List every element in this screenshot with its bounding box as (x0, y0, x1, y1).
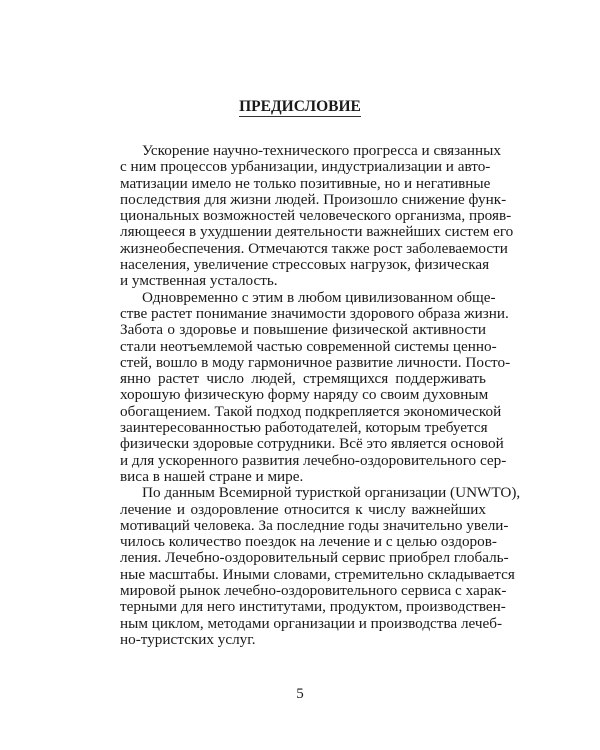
text-line: обогащением. Такой подход подкрепляется экономической (120, 402, 502, 420)
page-number: 5 (296, 686, 304, 702)
text-line: жизнеобеспечения. Отмечаются также рост заболеваемости (120, 239, 508, 257)
text-line: чилось количество поездок на лечение и с целью оздоров- (120, 533, 497, 551)
title-text: ПРЕДИСЛОВИЕ (239, 98, 361, 115)
text-line: и для ускоренного развития лечебно-оздоровительного сер- (120, 451, 507, 469)
text-line: стали неотъемлемой частью современной системы ценно- (120, 337, 497, 355)
text-line: мотиваций человека. За последние годы значительно увели- (120, 516, 509, 534)
text-line: физически здоровые сотрудники. Всё это является основой (120, 435, 504, 453)
paragraph (120, 142, 514, 290)
text-line: Одновременно с этим в любом цивилизованном обще- (142, 288, 496, 306)
paragraph (120, 288, 511, 486)
text-line: матизации имело не только позитивные, но и негативные (120, 174, 491, 192)
text-line: населения, увеличение стрессовых нагрузок, физическая (120, 256, 490, 274)
text-line: последствия для жизни людей. Произошло снижение функ- (120, 190, 507, 208)
text-line: ления. Лечебно-оздоровительный сервис приобрел глобаль- (120, 549, 509, 567)
text-line: стей, вошло в моду гармоничное развитие личности. Посто- (120, 353, 511, 371)
text-line: и умственная усталость. (120, 272, 278, 290)
text-line: терными для него институтами, продуктом, производствен- (120, 598, 506, 616)
text-line: заинтересованностью работодателей, которым требуется (120, 419, 488, 437)
body-text (120, 142, 521, 648)
text-line: ные масштабы. Иными словами, стремительно складывается (120, 565, 515, 583)
paragraph (120, 484, 521, 648)
text-line: с ним процессов урбанизации, индустриализации и авто- (120, 158, 491, 176)
text-line: ляющееся в ухудшении деятельности важнейших систем его (120, 223, 514, 241)
text-line: мировой рынок лечебно-оздоровительного сервиса с харак- (120, 582, 507, 600)
text-line: янно растет число людей, стремящихся поддерживать (120, 370, 486, 388)
text-line: По данным Всемирной туристкой организации (UNWTO), (142, 484, 521, 502)
text-line: виса в нашей стране и мире. (120, 467, 304, 485)
text-line: циональных возможностей человеческого организма, прояв- (120, 207, 512, 225)
text-line: хорошую физическую форму наряду со своим духовным (120, 386, 489, 404)
text-line: Ускорение научно-технического прогресса и связанных (142, 142, 501, 159)
page-title (0, 98, 600, 116)
text-line: стве растет понимание значимости здорового образа жизни. (120, 304, 509, 322)
text-line: лечение и оздоровление относится к числу важнейших (120, 500, 486, 518)
text-line: Забота о здоровье и повышение физической активности (120, 321, 486, 339)
text-line: ным циклом, методами организации и производства лечеб- (120, 614, 503, 632)
text-line: но-туристских услуг. (120, 630, 256, 648)
